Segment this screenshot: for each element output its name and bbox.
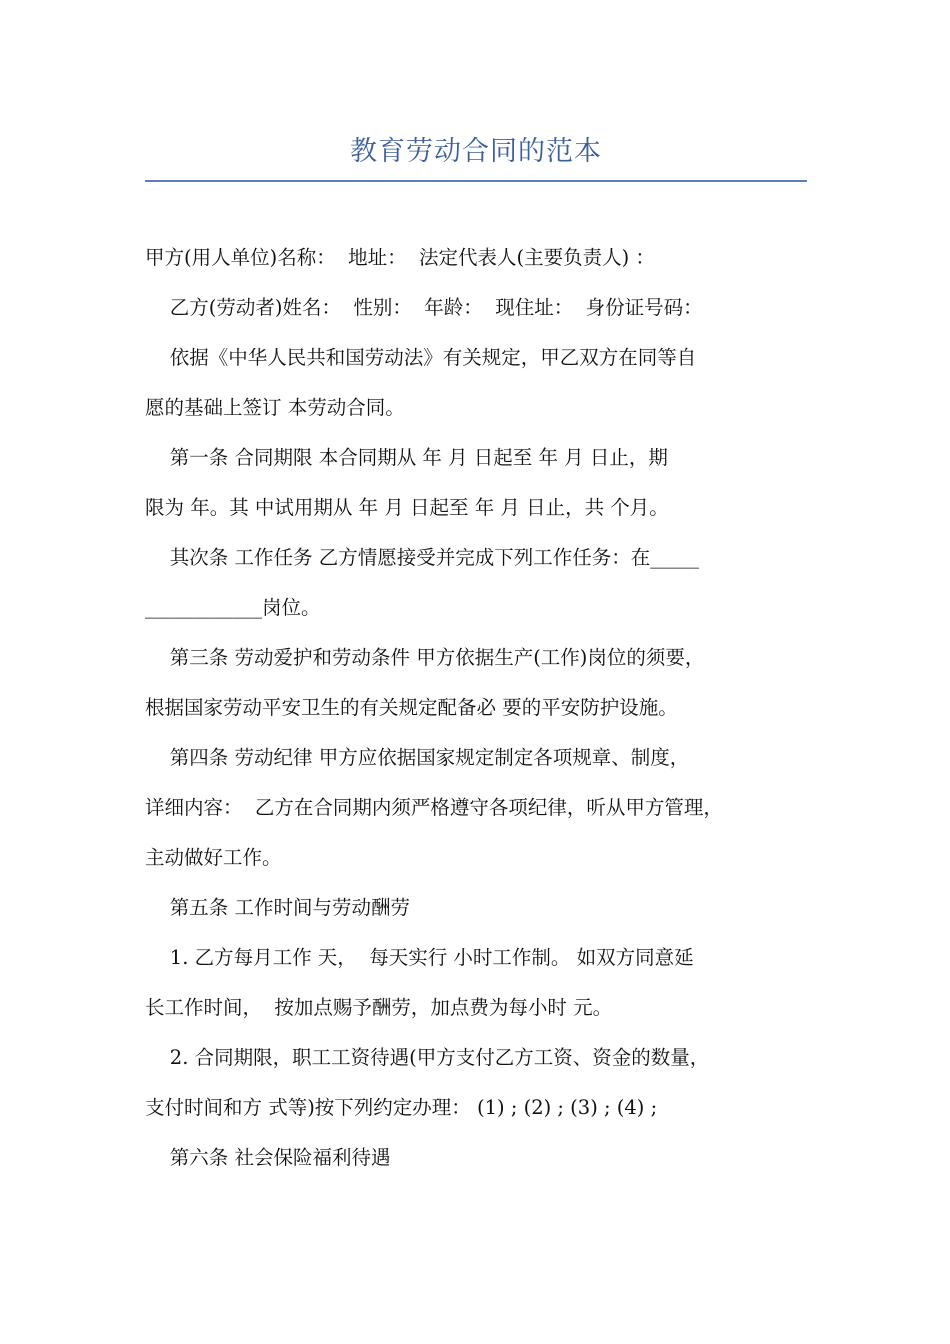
document-body [145,233,825,1183]
body-line: 其次条 工作任务 乙方情愿接受并完成下列工作任务：在_____ [145,546,699,569]
body-line: 1. 乙方每月工作 天， 每天实行 小时工作制。 如双方同意延 [145,946,694,969]
body-line: 限为 年。其 中试用期从 年 月 日起至 年 月 日止，共 个月。 [145,496,669,519]
body-line: 乙方(劳动者)姓名： 性别： 年龄： 现住址： 身份证号码： [145,296,703,319]
body-line: 详细内容： 乙方在合同期内须严格遵守各项纪律，听从甲方管理， [145,796,723,819]
body-line: 第四条 劳动纪律 甲方应依据国家规定制定各项规章、制度， [145,746,690,769]
document-title: 教育劳动合同的范本 [350,136,602,167]
body-line: 长工作时间， 按加点赐予酬劳，加点费为每小时 元。 [145,996,613,1019]
body-line: 愿的基础上签订 本劳动合同。 [145,396,405,419]
body-line: 主动做好工作。 [145,846,282,869]
body-line: 依据《中华人民共和国劳动法》有关规定，甲乙双方在同等自 [145,346,697,369]
body-line: 第五条 工作时间与劳动酬劳 [145,896,410,919]
body-line: 根据国家劳动平安卫生的有关规定配备必 要的平安防护设施。 [145,696,678,719]
body-line: 第三条 劳动爱护和劳动条件 甲方依据生产(工作)岗位的须要， [145,646,705,669]
body-line: 第六条 社会保险福利待遇 [145,1146,391,1169]
body-line: 2. 合同期限，职工工资待遇(甲方支付乙方工资、资金的数量， [145,1046,710,1069]
body-line: 第一条 合同期限 本合同期从 年 月 日起至 年 月 日止，期 [145,446,668,469]
body-line: ____________岗位。 [145,596,321,619]
title-underline [145,180,807,182]
body-line: 甲方(用人单位)名称： 地址： 法定代表人(主要负责人) ： [145,246,655,269]
body-line: 支付时间和方 式等)按下列约定办理： (1) ; (2) ; (3) ; (4) ; [145,1096,658,1119]
